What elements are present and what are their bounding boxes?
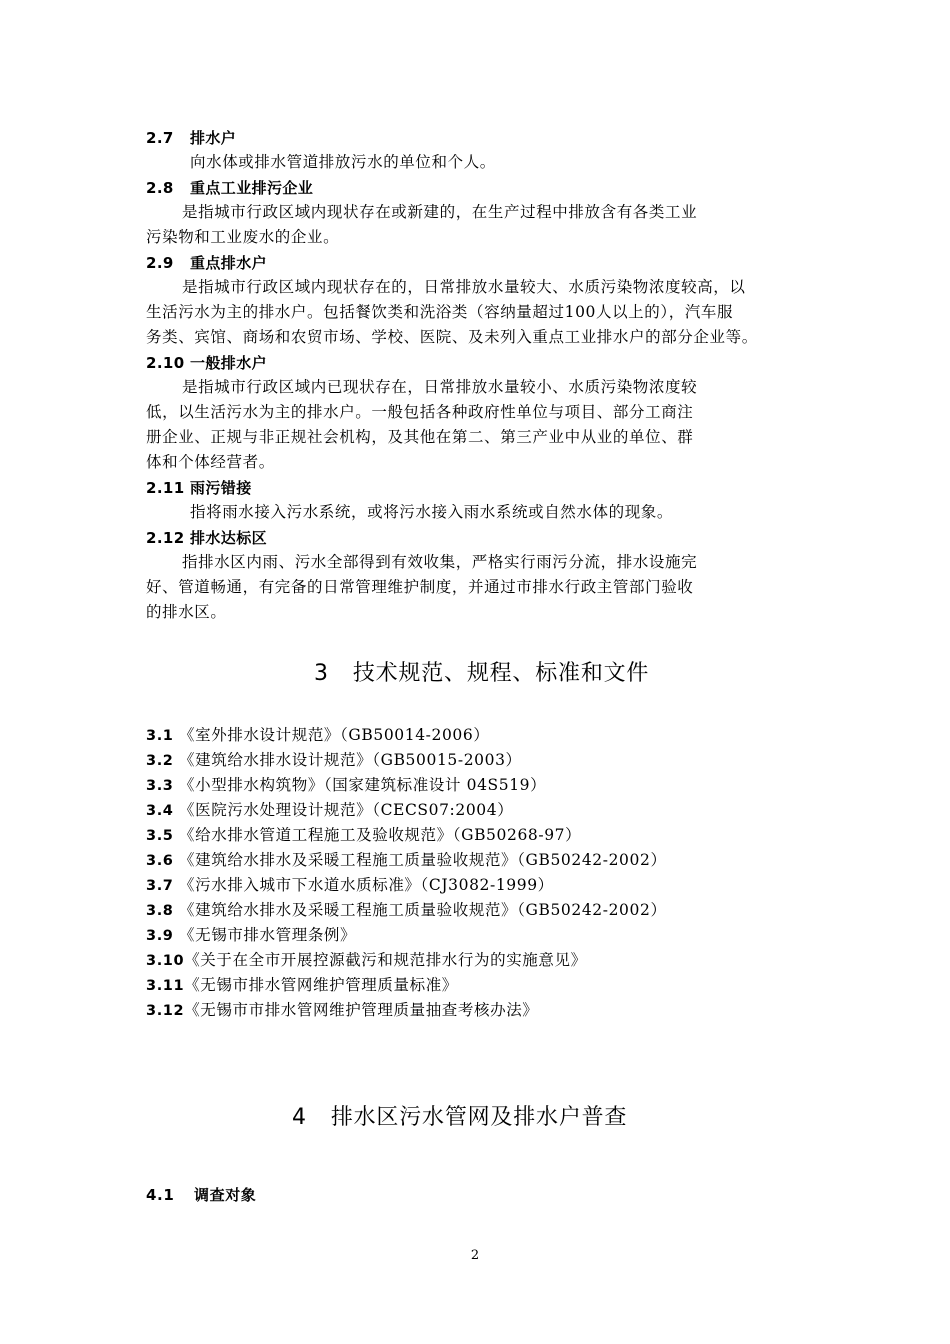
reference-text: 《给水排水管道工程施工及验收规范》（GB50268-97） (179, 826, 582, 844)
reference-item (146, 925, 356, 946)
term-heading (146, 528, 267, 548)
term-body-line: 指将雨水接入污水系统，或将污水接入雨水系统或自然水体的现象。 (190, 503, 674, 521)
reference-text: 《小型排水构筑物》（国家建筑标准设计 04S519） (179, 776, 547, 794)
term-title: 排水达标区 (190, 529, 268, 547)
term-number: 2.8 (146, 179, 174, 197)
term-body-line: 是指城市行政区域内现状存在或新建的，在生产过程中排放含有各类工业 (182, 203, 698, 221)
term-heading (146, 128, 236, 148)
section-title: 技术规范、规程、标准和文件 (352, 661, 650, 686)
reference-text: 《关于在全市开展控源截污和规范排水行为的实施意见》 (184, 951, 587, 969)
subsection-number: 4.1 (146, 1186, 175, 1204)
reference-item (146, 825, 581, 846)
section-number: 4 (292, 1105, 307, 1130)
term-body-line: 生活污水为主的排水户。包括餐饮类和洗浴类（容纳量超过100人以上的），汽车服 (146, 303, 734, 321)
reference-number: 3.12 (146, 1003, 185, 1019)
reference-item (146, 1000, 538, 1021)
term-body-line: 的排水区。 (146, 603, 227, 621)
reference-item (146, 775, 546, 796)
term-body-line: 是指城市行政区域内现状存在的，日常排放水量较大、水质污染物浓度较高，以 (182, 278, 746, 296)
reference-text: 《医院污水处理设计规范》（CECS07:2004） (179, 801, 514, 819)
term-title: 重点工业排污企业 (190, 179, 314, 197)
reference-item (146, 875, 554, 896)
reference-item (146, 725, 489, 746)
reference-number: 3.1 (146, 728, 174, 744)
term-title: 排水户 (190, 129, 237, 147)
reference-number: 3.2 (146, 753, 174, 769)
reference-item (146, 850, 667, 871)
term-number: 2.10 (146, 354, 185, 372)
reference-number: 3.5 (146, 828, 174, 844)
reference-item (146, 750, 522, 771)
reference-item (146, 900, 667, 921)
page-number: 2 (470, 1248, 480, 1263)
term-title: 一般排水户 (190, 354, 268, 372)
term-body-line: 务类、宾馆、商场和农贸市场、学校、医院、及未列入重点工业排水户的部分企业等。 (146, 328, 758, 346)
subsection-title: 调查对象 (194, 1186, 257, 1204)
reference-text: 《无锡市市排水管网维护管理质量抽查考核办法》 (184, 1001, 539, 1019)
reference-item (146, 950, 587, 971)
term-body-line: 低，以生活污水为主的排水户。一般包括各种政府性单位与项目、部分工商注 (146, 403, 694, 421)
reference-item (146, 800, 513, 821)
term-heading (146, 478, 252, 498)
subsection-4-1-heading (146, 1185, 256, 1205)
term-number: 2.7 (146, 129, 174, 147)
reference-text: 《建筑给水排水及采暖工程施工质量验收规范》（GB50242-2002） (179, 851, 667, 869)
term-body-line: 污染物和工业废水的企业。 (146, 228, 340, 246)
term-title: 雨污错接 (190, 479, 252, 497)
section-number: 3 (314, 661, 329, 686)
reference-text: 《无锡市排水管理条例》 (179, 926, 357, 944)
section-4-heading (292, 1103, 627, 1133)
term-body-line: 是指城市行政区域内已现状存在，日常排放水量较小、水质污染物浓度较 (182, 378, 698, 396)
term-body-line: 体和个体经营者。 (146, 453, 275, 471)
section-title: 排水区污水管网及排水户普查 (330, 1105, 628, 1130)
term-title: 重点排水户 (190, 254, 268, 272)
reference-number: 3.8 (146, 903, 174, 919)
term-heading (146, 178, 313, 198)
reference-number: 3.6 (146, 853, 174, 869)
reference-number: 3.9 (146, 928, 174, 944)
reference-text: 《无锡市排水管网维护管理质量标准》 (184, 976, 458, 994)
reference-text: 《建筑给水排水及采暖工程施工质量验收规范》（GB50242-2002） (179, 901, 667, 919)
reference-number: 3.7 (146, 878, 174, 894)
reference-text: 《室外排水设计规范》（GB50014-2006） (179, 726, 490, 744)
term-heading (146, 253, 267, 273)
reference-text: 《建筑给水排水设计规范》（GB50015-2003） (179, 751, 522, 769)
reference-text: 《污水排入城市下水道水质标准》（CJ3082-1999） (179, 876, 554, 894)
term-body-line: 指排水区内雨、污水全部得到有效收集，严格实行雨污分流，排水设施完 (182, 553, 698, 571)
reference-number: 3.4 (146, 803, 174, 819)
term-body-line: 好、管道畅通，有完备的日常管理维护制度，并通过市排水行政主管部门验收 (146, 578, 694, 596)
section-3-heading (314, 659, 649, 689)
reference-number: 3.10 (146, 953, 185, 969)
reference-number: 3.11 (146, 978, 185, 994)
term-number: 2.12 (146, 529, 185, 547)
reference-item (146, 975, 458, 996)
term-body-line: 册企业、正规与非正规社会机构，及其他在第二、第三产业中从业的单位、群 (146, 428, 694, 446)
term-number: 2.9 (146, 254, 174, 272)
term-heading (146, 353, 267, 373)
term-number: 2.11 (146, 479, 185, 497)
reference-number: 3.3 (146, 778, 174, 794)
term-body-line: 向水体或排水管道排放污水的单位和个人。 (190, 153, 496, 171)
